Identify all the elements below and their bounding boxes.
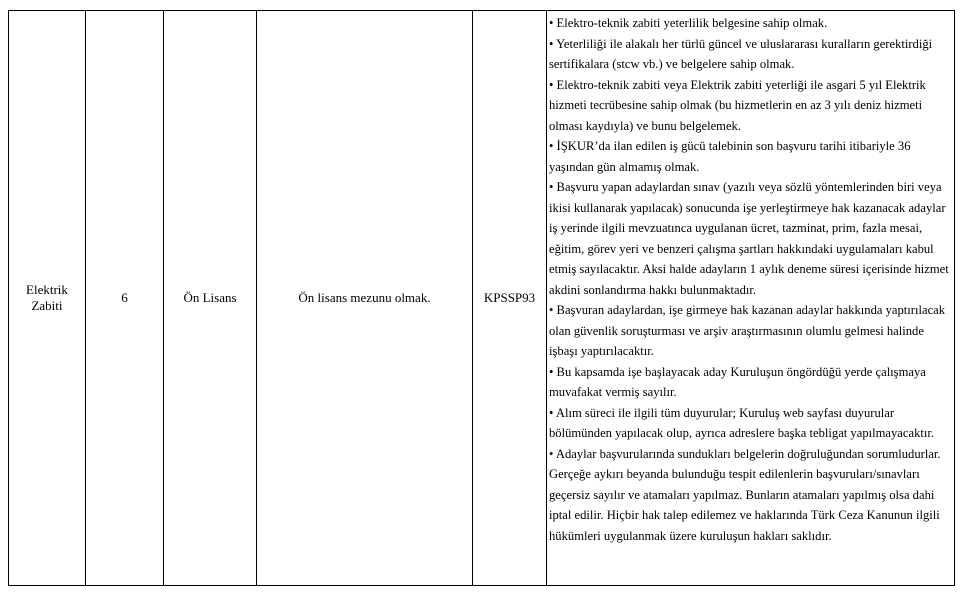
- requirement-item: • Başvuran adaylardan, işe girmeye hak kazanan adaylar hakkında yaptırılacak olan güvenlik soruşturması ve arşiv araştırmasının olumlu gelmesi halinde işbaşı yaptırılacaktır.: [549, 303, 946, 358]
- position-count: 6: [121, 290, 128, 305]
- requirement-item: • İŞKUR’da ilan edilen iş gücü talebinin son başvuru tarihi itibariyle 36 yaşından gün almamış olmak.: [549, 139, 911, 174]
- count-cell: [86, 11, 164, 586]
- education-level: Ön Lisans: [183, 290, 237, 305]
- requirements-cell: [547, 11, 955, 586]
- qualification-cell: [257, 11, 473, 586]
- requirement-item: • Elektro-teknik zabiti yeterlilik belgesine sahip olmak.: [549, 16, 828, 30]
- table-row: [9, 11, 955, 586]
- requirement-item: • Başvuru yapan adaylardan sınav (yazılı veya sözlü yöntemlerinden biri veya ikisi kullanarak yapılacak) sonucunda işe yerleştirmeye hak kazanacak adaylar iş yerinde ilgili mevzuatınca uygulanan ücret, tazminat, prim, fazla mesai, eğitim, görev yeri ve benzeri çalışma şartları hakkındaki uygulamaları kabul etmiş sayılacaktır. Aksi halde adayların 1 aylık deneme süresi içerisinde hizmet akdini sonlandırma hakkı bulunmaktadır.: [549, 180, 949, 297]
- education-cell: [164, 11, 257, 586]
- requirement-item: • Elektro-teknik zabiti veya Elektrik zabiti yeterliği ile asgari 5 yıl Elektrik hizmeti tecrübesine sahip olmak (bu hizmetlerin en az 3 yılı deniz hizmeti olması kaydıyla) ve bunu belgelemek.: [549, 77, 926, 133]
- exam-score-type: KPSSP93: [483, 290, 536, 305]
- position-cell: [9, 11, 86, 586]
- qualification-text: Ön lisans mezunu olmak.: [298, 290, 431, 305]
- requirement-item: • Alım süreci ile ilgili tüm duyurular; Kuruluş web sayfası duyurular bölümünden yapılacak olup, ayrıca adreslere başka tebligat yapılmayacaktır.: [549, 405, 935, 440]
- requirement-item: • Yeterliliği ile alakalı her türlü güncel ve uluslararası kuralların gerektirdiği sertifikalara (stcw vb.) ve belgelere sahip olmak.: [549, 36, 933, 71]
- job-listing-table: [8, 10, 955, 586]
- exam-score-cell: [473, 11, 547, 586]
- requirements-list: [549, 13, 952, 546]
- requirement-item: • Adaylar başvurularında sundukları belgelerin doğruluğundan sorumludurlar. Gerçeğe aykırı beyanda bulunduğu tespit edilenlerin başvuruları/sınavları geçersiz sayılır ve atamaları yapılmaz. Bunların atamaları yapılmış olsa dahi iptal edilir. Hiçbir hak talep edilemez ve haklarında Türk Ceza Kanunun ilgili hükümleri uygulanmak üzere kuruluşun hakları saklıdır.: [549, 446, 941, 543]
- position-title: Elektrik Zabiti: [26, 282, 68, 313]
- requirement-item: • Bu kapsamda işe başlayacak aday Kuruluşun öngördüğü yerde çalışmaya muvafakat vermiş sayılır.: [549, 364, 926, 399]
